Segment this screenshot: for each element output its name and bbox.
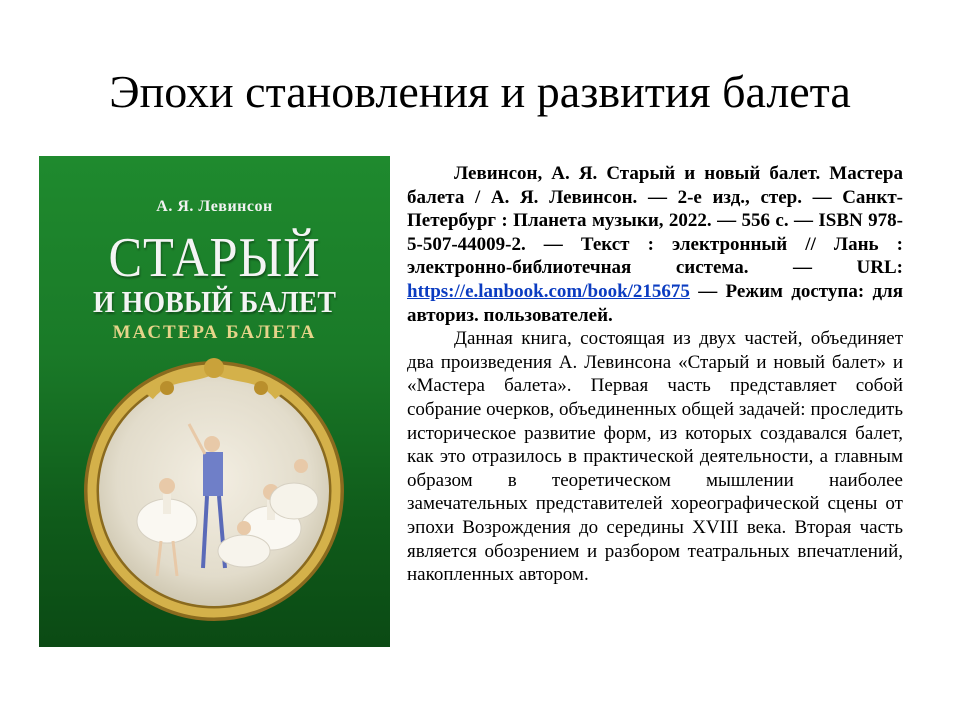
book-url-link[interactable]: https://e.lanbook.com/book/215675: [407, 280, 690, 302]
book-annotation: Данная книга, состоящая из двух частей, объединяет два произведения А. Левинсона «Старый и новый балет» и «Мастера балета». Первая часть представляет собой собрание очерков, объединенных общей задачей: проследить историческое развитие форм, из которых создавался балет, как это отразилось в практической деятельности, а главным образом в теоретическом мышлении наиболее замечательных представителей хореографической сцены от эпохи Возрождения до середины XVIII века. Вторая часть является обозрением и разбором театральных впечатлений, накопленных автором.: [407, 328, 903, 586]
cover-author: А. Я. Левинсон: [156, 198, 273, 215]
bib-text-part2: — Режим доступа: для авториз. пользователей.: [407, 280, 903, 326]
cover-subtitle: МАСТЕРА БАЛЕТА: [112, 322, 317, 343]
bibliographic-record: [407, 162, 903, 327]
slide-title: Эпохи становления и развития балета: [109, 66, 851, 117]
book-cover: [39, 156, 390, 647]
cover-title-line2: И НОВЫЙ БАЛЕТ: [93, 284, 336, 319]
cover-title-line1: СТАРЫЙ: [108, 227, 321, 289]
bib-text-part1: Левинсон, А. Я. Старый и новый балет. Мастера балета / А. Я. Левинсон. — 2-е изд., стер. — Санкт-Петербург : Планета музыки, 2022. — 556 с. — ISBN 978-5-507-44009-2. — Текст : электронный // Лань : электронно-библиотечная система. — URL:: [407, 163, 903, 279]
book-description: [407, 162, 903, 587]
